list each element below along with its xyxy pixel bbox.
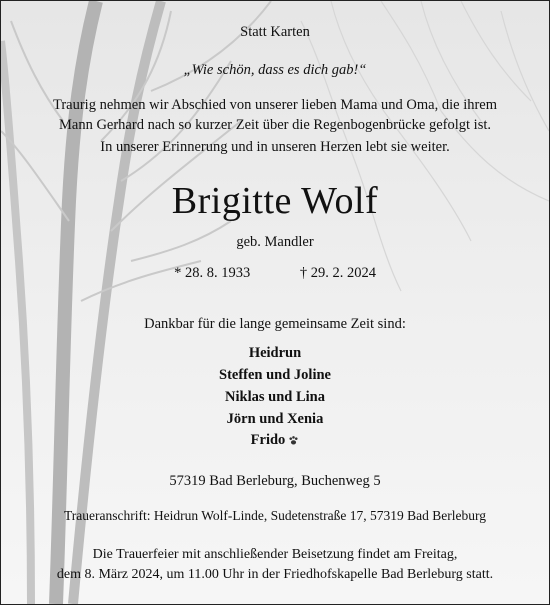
funeral-line-1: Die Trauerfeier mit anschließender Beisetzung findet am Freitag,: [92, 547, 458, 562]
funeral-line-2: dem 8. März 2024, um 11.00 Uhr in der Friedhofskapelle Bad Berleburg statt.: [56, 567, 494, 582]
death-date: † 29. 2. 2024: [299, 265, 376, 281]
family-member: Steffen und Joline: [219, 367, 331, 383]
birth-name: geb. Mandler: [236, 234, 314, 250]
family-member: Jörn und Xenia: [226, 411, 324, 427]
mourning-address: Traueranschrift: Heidrun Wolf-Linde, Sudetenstraße 17, 57319 Bad Berleburg: [64, 508, 486, 523]
quote-text: „Wie schön, dass es dich gab!“: [183, 62, 367, 78]
farewell-line-2: Mann Gerhard nach so kurzer Zeit über die Regenbogenbrücke gefolgt ist.: [58, 117, 492, 133]
family-member: Heidrun: [248, 345, 302, 361]
farewell-line-1: Traurig nehmen wir Abschied von unserer lieben Mama und Oma, die ihrem: [52, 97, 498, 113]
birth-date: * 28. 8. 1933: [174, 265, 251, 281]
header-text: Statt Karten: [240, 24, 310, 40]
pet-name: Frido: [250, 432, 286, 448]
family-member: Niklas und Lina: [225, 389, 325, 405]
remembrance-line: In unserer Erinnerung und in unseren Herzen lebt sie weiter.: [100, 139, 450, 155]
family-address: 57319 Bad Berleburg, Buchenweg 5: [169, 473, 381, 489]
paw-icon: [288, 435, 299, 446]
life-dates: [1, 265, 549, 282]
family-member-pet: [1, 432, 549, 449]
thanks-line: Dankbar für die lange gemeinsame Zeit sind:: [144, 316, 406, 332]
deceased-name: Brigitte Wolf: [171, 180, 379, 222]
funeral-info: [1, 545, 549, 585]
farewell-message: [1, 95, 549, 135]
